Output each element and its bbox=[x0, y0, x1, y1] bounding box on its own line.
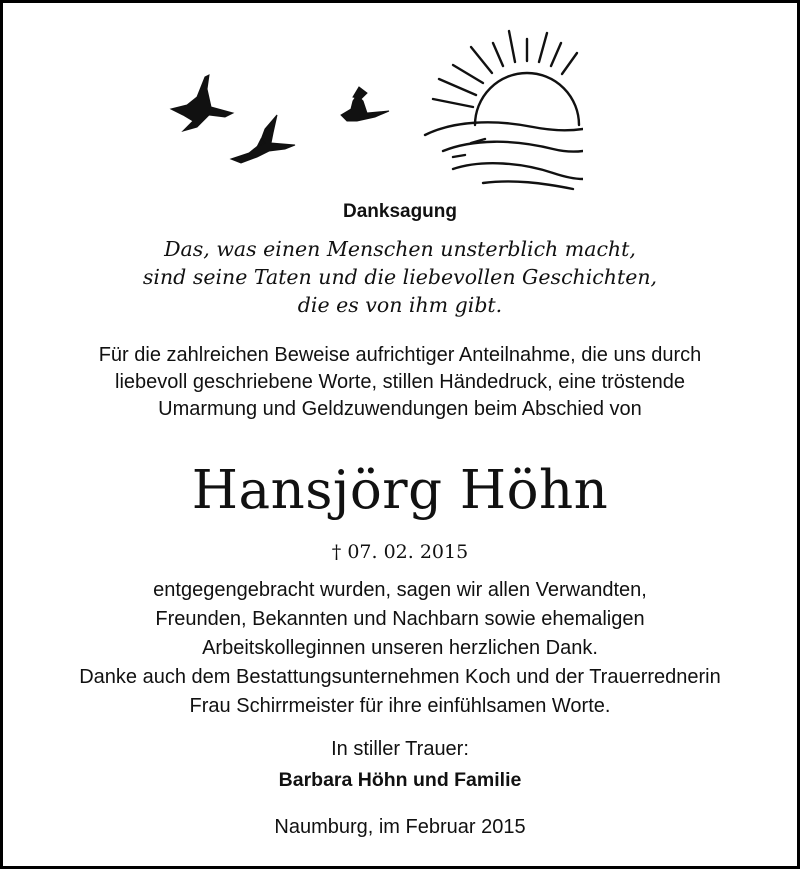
quote-line: sind seine Taten und die liebevollen Geschichten, bbox=[142, 265, 658, 289]
thanks-line: Freunden, Bekannten und Nachbarn sowie ehemaligen bbox=[155, 608, 645, 630]
thanks-line: Danke auch dem Bestattungsunternehmen Koch und der Trauerrednerin bbox=[79, 666, 721, 688]
quote-line: die es von ihm gibt. bbox=[297, 293, 503, 317]
thanks-line: Frau Schirrmeister für ihre einfühlsamen Worte. bbox=[189, 695, 611, 717]
bird-icon bbox=[231, 115, 295, 163]
place-date: Naumburg, im Februar 2015 bbox=[274, 816, 526, 838]
quote-line: Das, was einen Menschen unsterblich macht, bbox=[164, 237, 636, 261]
intro-line: Für die zahlreichen Beweise aufrichtiger Anteilnahme, die uns durch bbox=[98, 344, 702, 366]
death-date: † 07. 02. 2015 bbox=[331, 541, 469, 563]
memorial-quote bbox=[3, 235, 797, 319]
sunset-icon bbox=[425, 31, 583, 189]
thanks-line: entgegengebracht wurden, sagen wir allen Verwandten, bbox=[153, 579, 647, 601]
thanks-paragraph bbox=[3, 576, 797, 721]
thanks-line: Arbeitskolleginnen unseren herzlichen Dank. bbox=[202, 637, 598, 659]
deceased-name: Hansjörg Höhn bbox=[191, 460, 609, 521]
mourning-label: In stiller Trauer: bbox=[331, 738, 469, 760]
intro-line: Umarmung und Geldzuwendungen beim Abschied von bbox=[158, 398, 642, 420]
heading-danksagung: Danksagung bbox=[342, 201, 458, 222]
bird-icon bbox=[171, 75, 233, 131]
decorative-artwork bbox=[153, 17, 583, 192]
bird-icon bbox=[341, 87, 389, 121]
family-signature: Barbara Höhn und Familie bbox=[278, 769, 522, 791]
intro-line: liebevoll geschriebene Worte, stillen Händedruck, eine tröstende bbox=[115, 371, 685, 393]
intro-paragraph bbox=[3, 342, 797, 423]
